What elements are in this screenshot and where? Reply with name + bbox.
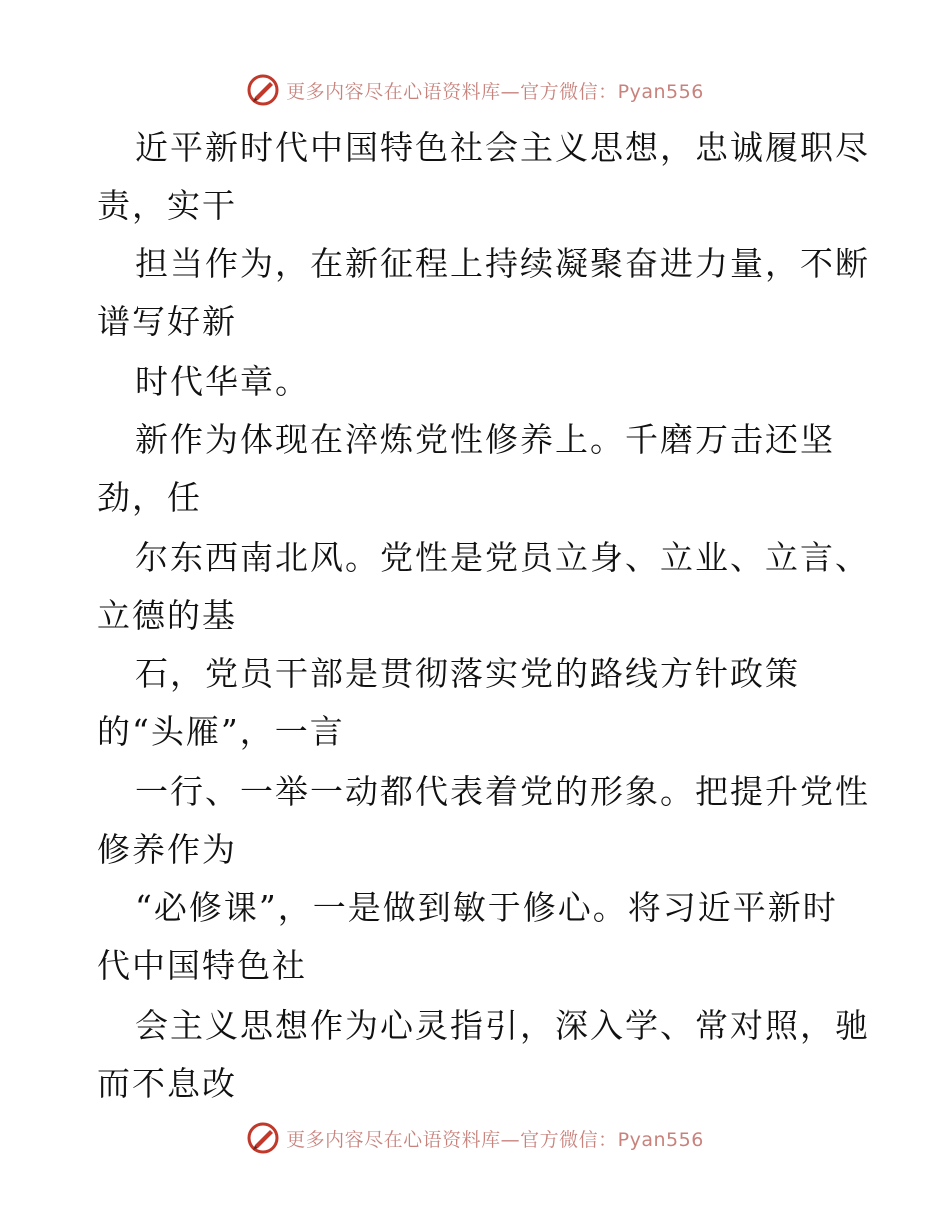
text-line: 新作为体现在淬炼党性修养上。千磨万击还坚 (135, 420, 835, 459)
text-line: 一行、一举一动都代表着党的形象。把提升党性 (135, 772, 870, 811)
text-line: 近平新时代中国特色社会主义思想，忠诚履职尽 (135, 128, 870, 167)
text-line: 责，实干 (97, 186, 237, 225)
text-line: “必修课”，一是做到敏于修心。将习近平新时 (135, 888, 838, 927)
text-line: 劲，任 (97, 478, 202, 517)
footer-watermark (0, 1118, 950, 1158)
pen-logo-icon (246, 1121, 280, 1155)
text-line: 石，党员干部是贯彻落实党的路线方针政策 (135, 654, 800, 693)
text-line: 的“头雁”，一言 (97, 712, 345, 751)
text-line: 担当作为，在新征程上持续凝聚奋进力量，不断 (135, 244, 870, 283)
header-watermark (0, 70, 950, 110)
text-line: 修养作为 (97, 830, 237, 869)
watermark-text: 更多内容尽在心语资料库—官方微信：Pyan556 (286, 1128, 704, 1151)
text-line: 尔东西南北风。党性是党员立身、立业、立言、 (135, 538, 870, 577)
text-line: 立德的基 (97, 596, 237, 635)
pen-logo-icon (246, 73, 280, 107)
text-line: 会主义思想作为心灵指引，深入学、常对照，驰 (135, 1006, 870, 1045)
text-line: 而不息改 (97, 1064, 237, 1103)
text-line: 时代华章。 (135, 362, 310, 401)
watermark-text: 更多内容尽在心语资料库—官方微信：Pyan556 (286, 80, 704, 103)
text-line: 代中国特色社 (97, 946, 307, 985)
text-line: 谱写好新 (97, 302, 237, 341)
